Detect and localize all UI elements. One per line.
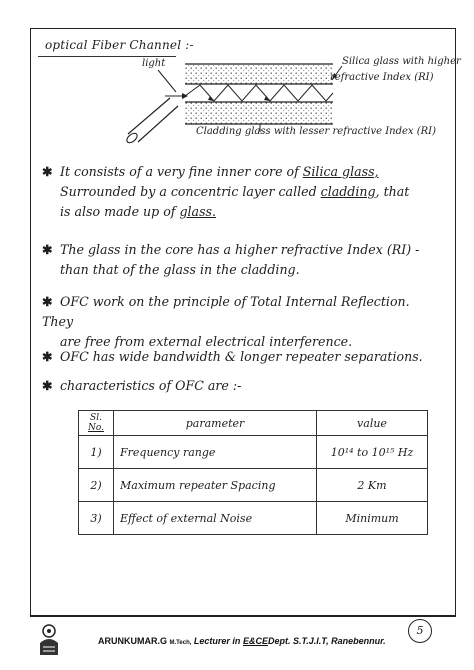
text: , that <box>375 184 410 199</box>
asterisk-icon: ✱ <box>42 242 53 257</box>
bullet-line <box>42 202 442 222</box>
footer-divider <box>30 616 456 617</box>
asterisk-icon: ✱ <box>42 349 53 364</box>
asterisk-icon: ✱ <box>42 164 53 179</box>
author-qualification: M.Tech, <box>169 640 192 646</box>
footer-credit <box>98 636 386 646</box>
bullet-line <box>42 292 442 332</box>
text: is also made up of <box>60 204 180 219</box>
author-name: ARUNKUMAR.G <box>98 636 167 646</box>
cladding-bottom <box>185 102 333 124</box>
light-ray <box>185 85 333 101</box>
author-institute: Dept. S.T.J.I.T, Ranebennur. <box>267 636 386 646</box>
bullet-line <box>42 260 442 280</box>
header-sl: Sl. <box>90 413 102 423</box>
bullet-line <box>42 347 442 367</box>
row-value: Minimum <box>317 502 428 535</box>
bullet-line <box>42 162 442 182</box>
row-parameter: Frequency range <box>114 436 317 469</box>
fiber-illustration <box>110 52 460 172</box>
table-header-row <box>79 411 428 436</box>
bullet-principle <box>42 292 442 352</box>
row-number: 1) <box>79 436 114 469</box>
table-row <box>79 502 428 535</box>
text-underlined: Silica glass, <box>302 164 379 179</box>
header-value: value <box>317 411 428 436</box>
row-number: 3) <box>79 502 114 535</box>
light-label: light <box>142 58 166 69</box>
text: OFC has wide bandwidth & longer repeater separations. <box>60 349 423 364</box>
cladding-label: Cladding glass with lesser refractive Index (RI) <box>196 126 437 137</box>
header-parameter: parameter <box>114 411 317 436</box>
table-row <box>79 436 428 469</box>
fiber-diagram <box>110 52 460 172</box>
bullet-characteristics <box>42 376 442 396</box>
section-title: optical Fiber Channel :- <box>45 38 194 52</box>
text: The glass in the core has a higher refractive Index (RI) - <box>60 242 420 257</box>
author-dept: E&CE <box>242 636 268 646</box>
row-value: 10¹⁴ to 10¹⁵ Hz <box>317 436 428 469</box>
institute-logo-icon <box>34 621 64 659</box>
characteristics-table <box>78 410 428 535</box>
row-value: 2 Km <box>317 469 428 502</box>
bullet-line <box>42 240 442 260</box>
text-underlined: glass. <box>179 204 216 219</box>
cladding-top <box>185 64 333 84</box>
row-parameter: Maximum repeater Spacing <box>114 469 317 502</box>
page-number: 5 <box>408 619 432 643</box>
text: are free from external electrical interference. <box>60 334 353 349</box>
row-parameter: Effect of external Noise <box>114 502 317 535</box>
text: Surrounded by a concentric layer called <box>60 184 321 199</box>
text: characteristics of OFC are :- <box>60 378 242 393</box>
row-number: 2) <box>79 469 114 502</box>
bullet-structure <box>42 162 442 222</box>
bullet-line <box>42 376 442 396</box>
table-row <box>79 469 428 502</box>
asterisk-icon: ✱ <box>42 294 53 309</box>
bullet-bandwidth <box>42 347 442 367</box>
header-sl-no <box>79 411 114 436</box>
text: It consists of a very fine inner core of <box>60 164 303 179</box>
text: than that of the glass in the cladding. <box>60 262 300 277</box>
bullet-refractive-index <box>42 240 442 280</box>
bullet-line <box>42 182 442 202</box>
text: OFC work on the principle of Total Internal Reflection. They <box>42 294 410 329</box>
author-role: Lecturer in <box>193 636 241 646</box>
core-label-line2: refractive Index (RI) <box>330 72 434 83</box>
core-label-line1: Silica glass with higher <box>342 56 461 67</box>
text-underlined: cladding <box>320 184 376 199</box>
header-no: No. <box>88 423 104 433</box>
asterisk-icon: ✱ <box>42 378 53 393</box>
